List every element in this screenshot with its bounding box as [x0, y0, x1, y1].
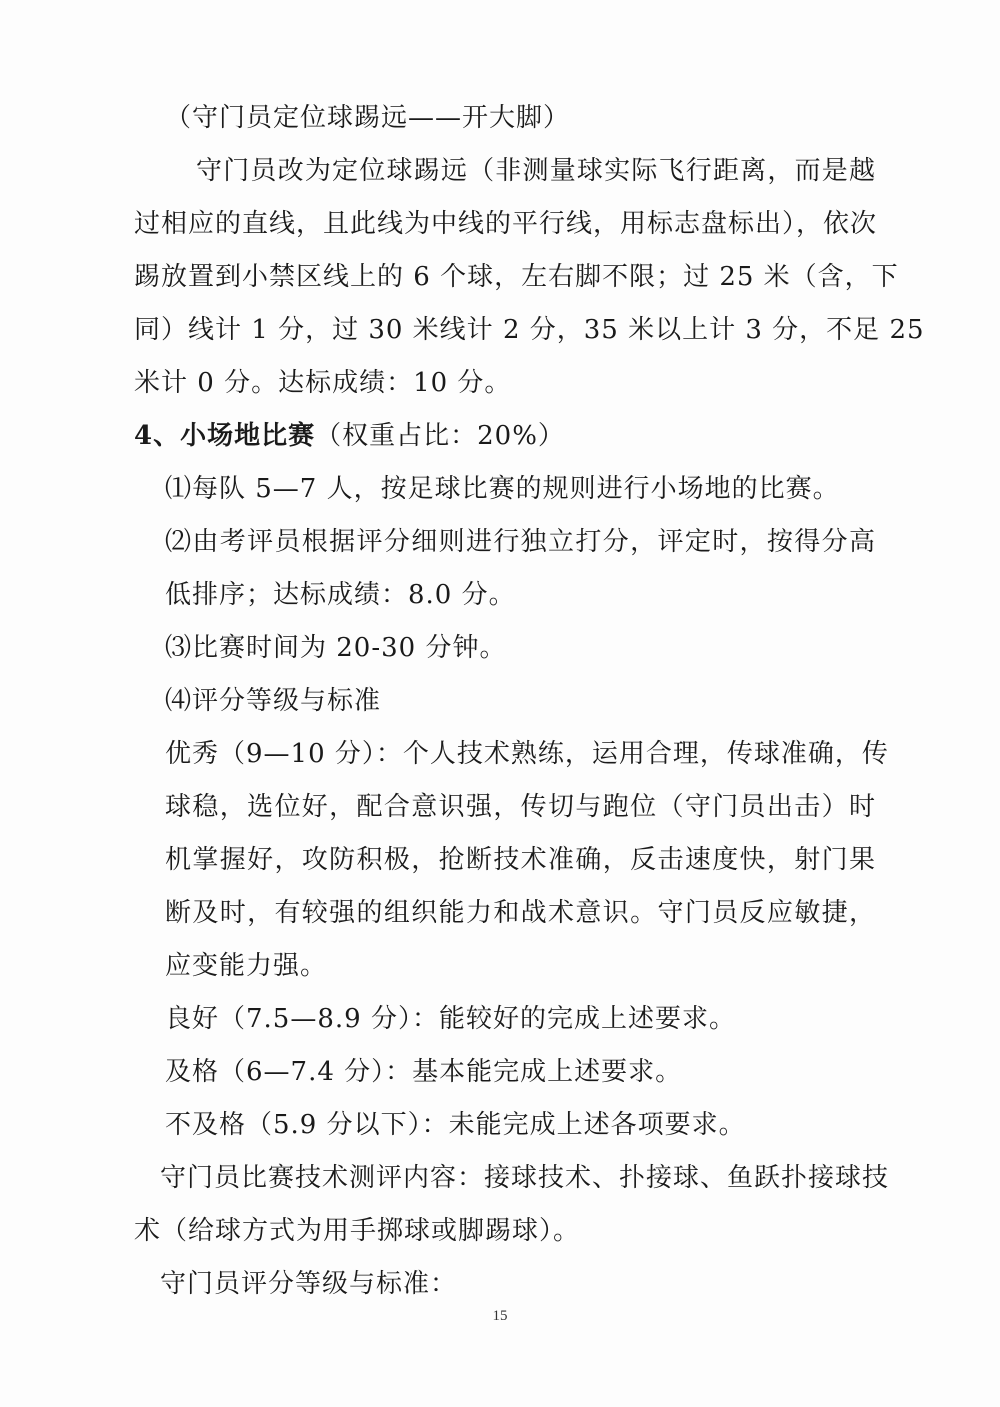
kick-paragraph-line: 踢放置到小禁区线上的 6 个球，左右脚不限；过 25 米（含，下 [134, 262, 899, 292]
rule-item-2-line: 低排序；达标成绩：8.0 分。 [165, 580, 516, 610]
kick-paragraph-line: 米计 0 分。达标成绩：10 分。 [134, 368, 512, 398]
rule-item-4: ⑷评分等级与标准 [165, 686, 382, 716]
rule-item-1: ⑴每队 5—7 人，按足球比赛的规则进行小场地的比赛。 [165, 474, 840, 504]
section-heading [134, 419, 565, 453]
kick-heading: （守门员定位球踢远——开大脚） [165, 103, 571, 133]
page-number: 15 [492, 1308, 508, 1324]
grade-good: 良好（7.5—8.9 分）：能较好的完成上述要求。 [165, 1004, 736, 1034]
section-number: 4、 [134, 421, 181, 451]
grade-pass: 及格（6—7.4 分）：基本能完成上述要求。 [165, 1057, 683, 1087]
section-title: 小场地比赛 [180, 421, 316, 451]
goalkeeper-grading-heading: 守门员评分等级与标准： [160, 1269, 458, 1299]
excellent-line: 优秀（9—10 分）：个人技术熟练，运用合理，传球准确，传 [165, 739, 889, 769]
kick-paragraph-line: 守门员改为定位球踢远（非测量球实际飞行距离，而是越 [196, 156, 876, 186]
goalkeeper-content-line: 守门员比赛技术测评内容：接球技术、扑接球、鱼跃扑接球技 [160, 1163, 890, 1193]
rule-item-3: ⑶比赛时间为 20-30 分钟。 [165, 633, 507, 663]
excellent-line: 应变能力强。 [165, 951, 328, 981]
rule-item-2-line: ⑵由考评员根据评分细则进行独立打分，评定时，按得分高 [165, 527, 876, 557]
kick-paragraph-line: 同）线计 1 分，过 30 米线计 2 分，35 米以上计 3 分，不足 25 [134, 315, 925, 345]
goalkeeper-content-line: 术（给球方式为用手掷球或脚踢球）。 [134, 1216, 581, 1246]
kick-paragraph-line: 过相应的直线，且此线为中线的平行线，用标志盘标出），依次 [134, 209, 878, 239]
section-weight: （权重占比：20%） [315, 421, 565, 451]
excellent-line: 断及时，有较强的组织能力和战术意识。守门员反应敏捷， [165, 898, 876, 928]
grade-fail: 不及格（5.9 分以下）：未能完成上述各项要求。 [165, 1110, 746, 1140]
excellent-line: 球稳，选位好，配合意识强，传切与跑位（守门员出击）时 [165, 792, 876, 822]
excellent-line: 机掌握好，攻防积极，抢断技术准确，反击速度快，射门果 [165, 845, 876, 875]
